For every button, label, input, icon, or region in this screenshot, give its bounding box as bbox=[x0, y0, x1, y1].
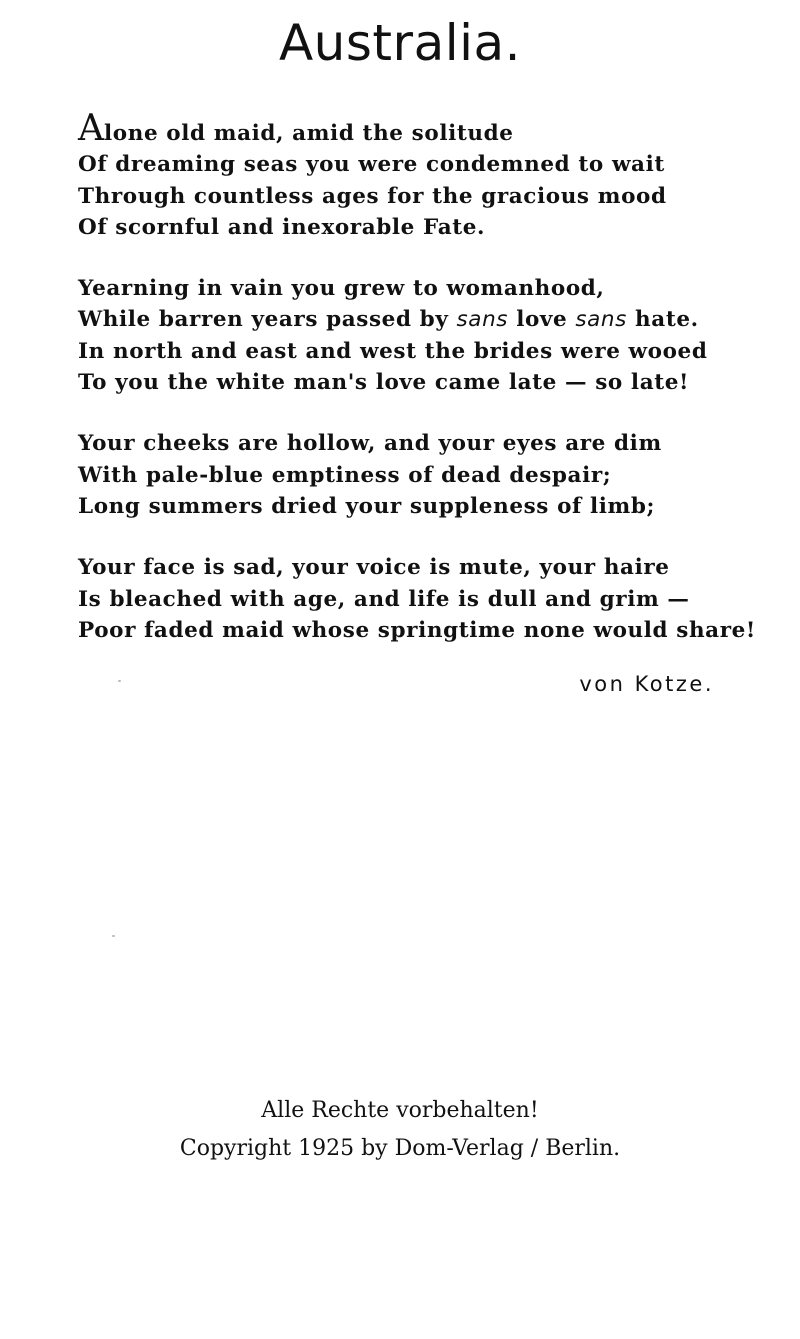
poem-body bbox=[78, 108, 778, 676]
rights-notice: Alle Rechte vorbehalten! bbox=[261, 1098, 539, 1123]
drop-cap: A bbox=[78, 108, 104, 149]
stanza-3 bbox=[78, 428, 778, 522]
poem-line: Yearning in vain you grew to womanhood, bbox=[78, 276, 605, 302]
poem-line bbox=[78, 108, 778, 149]
poem-line: To you the white man's love came late — so late! bbox=[78, 370, 690, 396]
poem-line: Of scornful and inexorable Fate. bbox=[78, 214, 486, 240]
stanza-2 bbox=[78, 273, 778, 398]
poem-line: Of dreaming seas you were condemned to wait bbox=[78, 152, 665, 178]
stanza-1 bbox=[78, 108, 778, 243]
line-text: lone old maid, amid the solitude bbox=[104, 121, 514, 146]
paper-speck bbox=[112, 935, 115, 937]
italic-word: sans bbox=[456, 307, 509, 333]
line-text: love bbox=[508, 307, 576, 333]
poem-line: In north and east and west the brides were wooed bbox=[78, 338, 708, 364]
poem-line: Poor faded maid whose springtime none would share! bbox=[78, 617, 756, 643]
copyright-notice: Copyright 1925 by Dom-Verlag / Berlin. bbox=[179, 1136, 621, 1161]
line-text: hate. bbox=[626, 307, 699, 333]
poem-line bbox=[78, 304, 778, 335]
line-text: While barren years passed by bbox=[78, 307, 457, 333]
stanza-4 bbox=[78, 552, 778, 646]
paper-speck bbox=[118, 680, 121, 682]
poem-line: With pale-blue emptiness of dead despair; bbox=[78, 462, 612, 488]
poem-line: Through countless ages for the gracious mood bbox=[78, 183, 667, 209]
poem-line: Your face is sad, your voice is mute, your haire bbox=[78, 555, 670, 581]
poem-line: Your cheeks are hollow, and your eyes are dim bbox=[78, 431, 662, 457]
poem-title: Australia. bbox=[278, 14, 522, 72]
poem-line: Is bleached with age, and life is dull and grim — bbox=[78, 586, 690, 612]
poem-line: Long summers dried your suppleness of limb; bbox=[78, 493, 656, 519]
italic-word: sans bbox=[575, 307, 627, 333]
author-signature: von Kotze. bbox=[579, 672, 714, 696]
